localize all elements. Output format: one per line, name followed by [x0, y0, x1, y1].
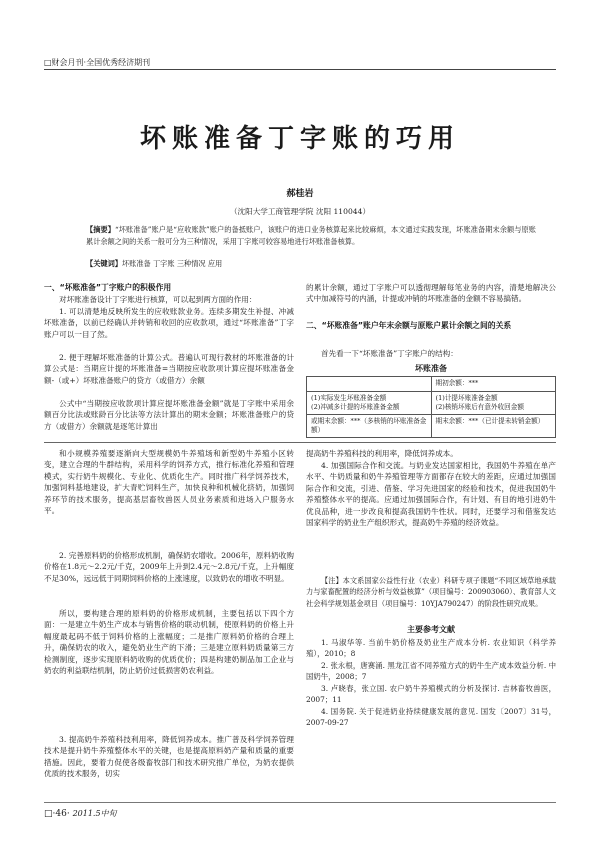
- reference-item: 1. 马淑华等. 当前牛奶价格及奶业生产成本分析. 农业知识（科学养殖），2010；8: [306, 638, 556, 658]
- keywords: [86, 258, 536, 269]
- t-credit-item-1: (1)计提坏账准备金额: [435, 394, 498, 402]
- lower-right-paragraph-2: 4. 加强国际合作和交流。与奶业发达国家相比，我国奶牛养殖在单产水平、牛奶质量和奶牛养殖管理等方面都存在较大的差距，应通过加强国际合作和交流，引进、借鉴、学习先进国家的经验和技术，促进我国奶牛养殖整体水平的提高。应通过加强国际合作，有计划、有目的地引进奶牛优良品种，进一步改良和提高我国奶牛性状。同时，还要学习和借鉴发达国家科学的奶业生产组织形式，提高奶牛养殖的经济效益。: [306, 461, 556, 528]
- references-heading: 主要参考文献: [407, 625, 455, 634]
- right-paragraph-1: 的累计余额，通过丁字账户可以透彻理解每笔业务的内容，清楚地解决公式中加减符号的内涵，计提或冲销的坏账准备的金额不容易搞错。: [306, 283, 556, 304]
- reference-item: 4. 国务院. 关于促进奶业持续健康发展的意见. 国发〔2007〕31号，2007-09-27: [306, 707, 556, 727]
- abstract-label: 【摘要】: [86, 225, 116, 234]
- article-title: 坏账准备丁字账的巧用: [139, 124, 460, 154]
- left-paragraph-3: 2. 便于理解坏账准备的计算公式。普遍认可现行教材的坏账准备的计算公式是：当期应计提的坏账准备=当期按应收款项计算应提坏账准备金额-（或+）坏账准备账户的贷方（或借方）余额: [44, 353, 294, 385]
- right-paragraph-2: 首先看一下“坏账准备”丁字账户的结构：: [321, 349, 458, 358]
- lower-left-paragraph-3: 所以，要构建合理的原料奶的价格形成机制，主要包括以下四个方面：一是建立牛奶生产成本与销售价格的联动机制，使原料奶的价格上升幅度最起码不低于饲料价格的上涨幅度；二是推广原料奶价格的合理上升，确保奶农的收入，避免奶业生产的下滑；三是建立原料奶质量第三方检测制度，逐步实现原料奶收购的优质优价；四是构建奶制品加工企业与奶农的利益联结机制，防止奶价过低损害奶农利益。: [44, 609, 294, 676]
- author-affiliation: （沈阳大学工商管理学院 沈阳 110044）: [229, 207, 371, 216]
- section-divider: [44, 442, 556, 443]
- t-debit-item-2: (2)冲减多计提的坏账准备金额: [311, 403, 400, 411]
- t-account-table: [306, 376, 556, 438]
- lower-left-paragraph-4: 3. 提高奶牛养殖科技利用率，降低饲养成本。推广普及科学饲养管理技术是提升奶牛养殖整体水平的关键，也是提高原料奶产量和质量的重要措施。因此，要着力促使各级畜牧部门和技术研究推广单位，为奶农提供优质的技术服务，切实: [44, 735, 294, 779]
- t-credit-item-2: (2)核销坏账后有意外收回金额: [435, 403, 524, 411]
- page-number: □·46·: [44, 809, 70, 819]
- funding-note: 【注】本文系国家公益性行业（农业）科研专项子课题“不同区域草地承载力与家畜配置的经济分析与效益核算”（项目编号：200903060）、教育部人文社会科学规划基金项目（项目编号：10YJA790247）的阶段性研究成果。: [306, 576, 556, 608]
- abstract-text: “坏账准备”账户是“应收账款”账户的备抵账户，该账户的进口业务核算起来比较麻烦，本文通过实践发现，坏账准备期末余额与原账累计余额之间的关系一般可分为三种情况，采用丁字账可较容易地进行坏账准备核算。: [86, 225, 536, 246]
- reference-item: 3. 卢晓春，张立国. 农户奶牛养殖模式的分析及探讨. 吉林畜牧兽医，2007；11: [306, 684, 556, 704]
- t-debit-top: [307, 377, 432, 392]
- page-footer: [44, 808, 117, 819]
- keywords-label: 【关键词】: [86, 259, 122, 268]
- t-debit-ending: 或期末余额：***（多核销的坏账准备金额）: [307, 415, 432, 438]
- left-paragraph-2: 1. 可以清楚地反映所发生的应收账款业务。连续多期发生补提、冲减坏账准备，以前已经确认并转销和收回的应收款项，通过“坏账准备”丁字账户可以一目了然。: [44, 307, 294, 339]
- footer-rule: [44, 802, 556, 803]
- reference-item: 2. 张永根，唐赛涌. 黑龙江省不同养殖方式的奶牛生产成本效益分析. 中国奶牛，2008；7: [306, 661, 556, 681]
- issue-date: 2011.5中旬: [72, 809, 117, 818]
- t-account-title: 坏账准备: [415, 364, 447, 373]
- lower-left-paragraph-1: 和小规模养殖要逐渐向大型规模奶牛养殖场和新型奶牛养殖小区转变，建立合理的牛群结构，采用科学的饲养方式，推行标准化养殖和管理模式，实行奶牛规模化、专业化、优质化生产。同时推广科学饲养技术，加强饲料基地建设，扩大青贮饲料生产，加快良种和机械化挤奶，加强饲养环节的技术服务，提高基层畜牧兽医人员业务素质和进场入户服务水平。: [44, 449, 294, 516]
- left-paragraph-1: 对坏账准备设计丁字账进行核算，可以起到两方面的作用：: [59, 295, 257, 304]
- lower-right-paragraph-1: 提高奶牛养殖科技的利用率，降低饲养成本。: [306, 449, 458, 458]
- t-debit-item-1: (1)实际发生坏账准备金额: [311, 394, 387, 402]
- section-2-heading: 二、“坏账准备”账户年末余额与原账户累计余额之间的关系: [306, 321, 512, 330]
- journal-header: □财会月刊·全国优秀经济期刊: [44, 58, 151, 67]
- t-credit-top: 期初余额：***: [431, 377, 556, 392]
- t-debit-middle: [307, 392, 432, 415]
- header-rule: [44, 69, 556, 70]
- keywords-text: 坏账准备 丁字账 三种情况 应用: [121, 259, 223, 268]
- t-credit-middle: [431, 392, 556, 415]
- t-credit-ending: 期末余额：***（已计提未转销金额）: [431, 415, 556, 438]
- section-1-heading: 一、“坏账准备”丁字账户的积极作用: [44, 283, 172, 292]
- abstract: [86, 224, 536, 248]
- article-author: 郝桂岩: [286, 189, 314, 199]
- left-paragraph-4: 公式中“当期按应收款项计算应提坏账准备金额”就是丁字账中采用余额百分比法或账龄百分比法等方法计算出的期末金额；坏账准备账户的贷方（或借方）余额就是逐笔计算出: [44, 399, 294, 431]
- lower-left-paragraph-2: 2. 完善原料奶的价格形成机制，确保奶农增收。2006年，原料奶收购价格在1.8元～2.2元/千克，2009年上升到2.4元～2.8元/千克，上升幅度不足30%，远远低于同期饲料价格的上涨速度，以致奶农的增收不明显。: [44, 551, 294, 583]
